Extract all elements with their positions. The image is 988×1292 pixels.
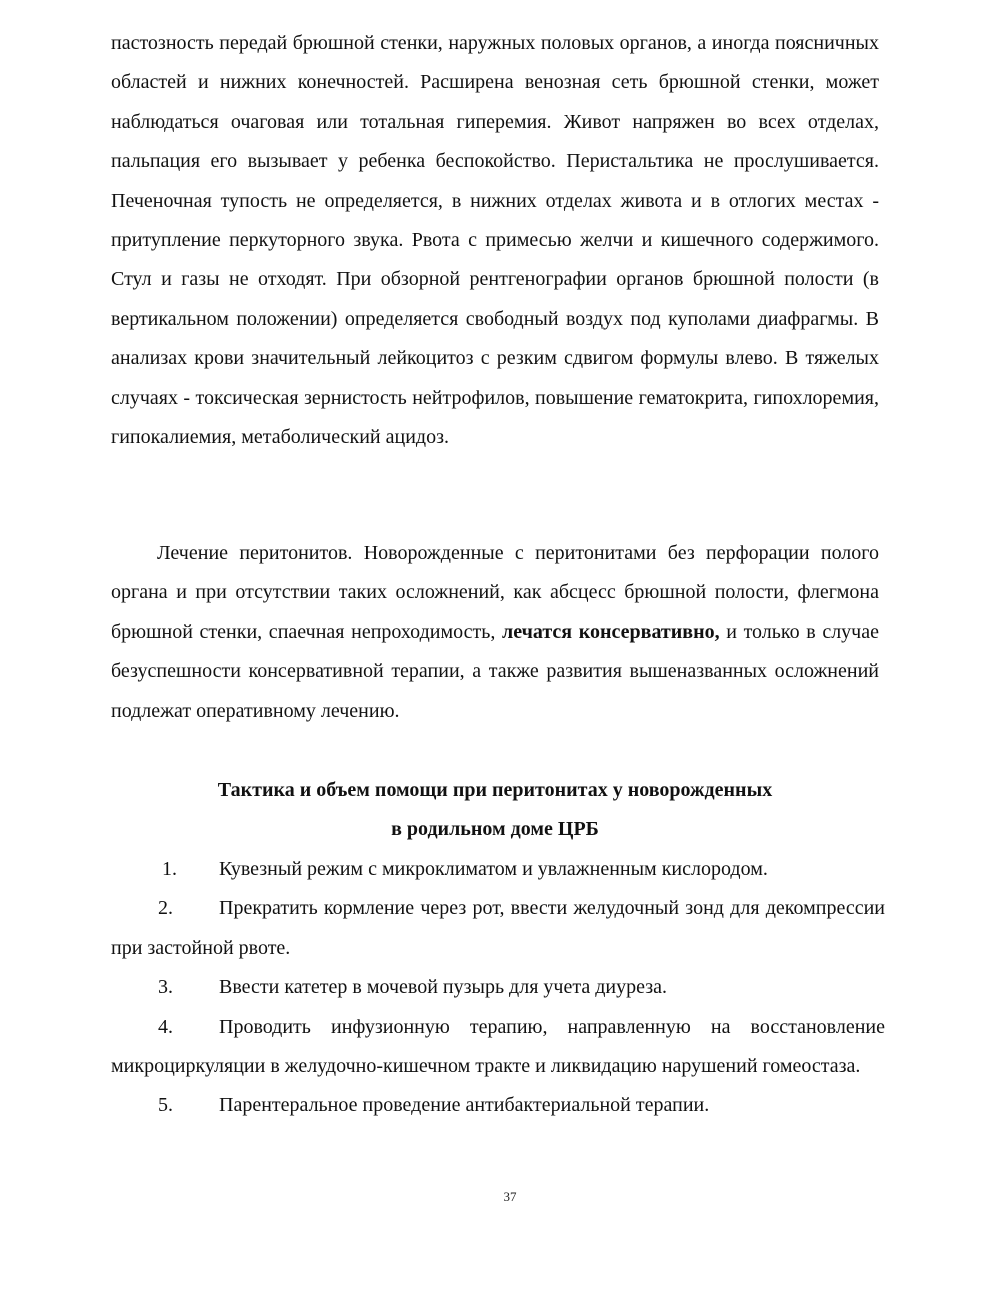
list-item-number: 2. [158,897,173,920]
list-item-text: Прекратить кормление через рот, ввести желудочный зонд для декомпрессии при застойной рвоте. [111,897,885,959]
list-item [111,1086,885,1125]
paragraph-treatment-text-start: Лечение перитонитов. Новорожденные с перитонитами без перфорации полого органа и при отсутствии таких осложнений, как абсцесс брюшной полости, флегмона брюшной стенки, спаечная непроходимость, [111,542,879,643]
page-number: 37 [503,1189,517,1204]
tactics-list [111,850,885,1126]
section-heading-line-2: в родильном доме ЦРБ [391,818,599,840]
paragraph-treatment [111,534,879,731]
list-item [111,1008,885,1087]
section-heading-line-1: Тактика и объем помощи при перитонитах у новорожденных [217,779,773,801]
paragraph-treatment-text-end: и только в случае безуспешности консервативной терапии, а также развития вышеназванных осложнений подлежат оперативному лечению. [111,620,879,722]
list-item-number: 5. [158,1094,173,1117]
list-item [111,889,885,968]
list-item-text: Парентеральное проведение антибактериальной терапии. [219,1094,710,1117]
list-item-number: 3. [158,976,173,999]
list-item-number: 4. [158,1015,173,1038]
list-item-text: Проводить инфузионную терапию, направленную на восстановление микроциркуляции в желудочно-кишечном тракте и ликвидацию нарушений гомеостаза. [111,1015,885,1078]
paragraph-symptoms-text: пастозность передай брюшной стенки, наружных половых органов, а иногда поясничных областей и нижних конечностей. Расширена венозная сеть брюшной стенки, может наблюдаться очаговая или тотальная гиперемия. Живот напряжен во всех отделах, пальпация его вызывает у ребенка беспокойство. Перистальтика не прослушивается. Печеночная тупость не определяется, в нижних отделах живота и в отлогих местах - притупление перкуторного звука. Рвота с примесью желчи и кишечного содержимого. Стул и газы не отходят. При обзорной рентгенографии органов брюшной полости (в вертикальном положении) определяется свободный воздух под куполами диафрагмы. В анализах крови значительный лейкоцитоз с резким сдвигом формулы влево. В тяжелых случаях - токсическая зернистость нейтрофилов, повышение гематокрита, гипохлоремия, гипокалиемия, метаболический ацидоз. [111,32,879,449]
list-item-text: Кувезный режим с микроклиматом и увлажненным кислородом. [219,858,768,880]
list-item [111,850,885,889]
paragraph-symptoms [111,24,879,457]
list-item-number: 1. [162,858,177,880]
paragraph-treatment-bold: лечатся консервативно, [501,620,720,643]
list-item [111,968,885,1007]
list-item-text: Ввести катетер в мочевой пузырь для учета диуреза. [219,976,667,999]
